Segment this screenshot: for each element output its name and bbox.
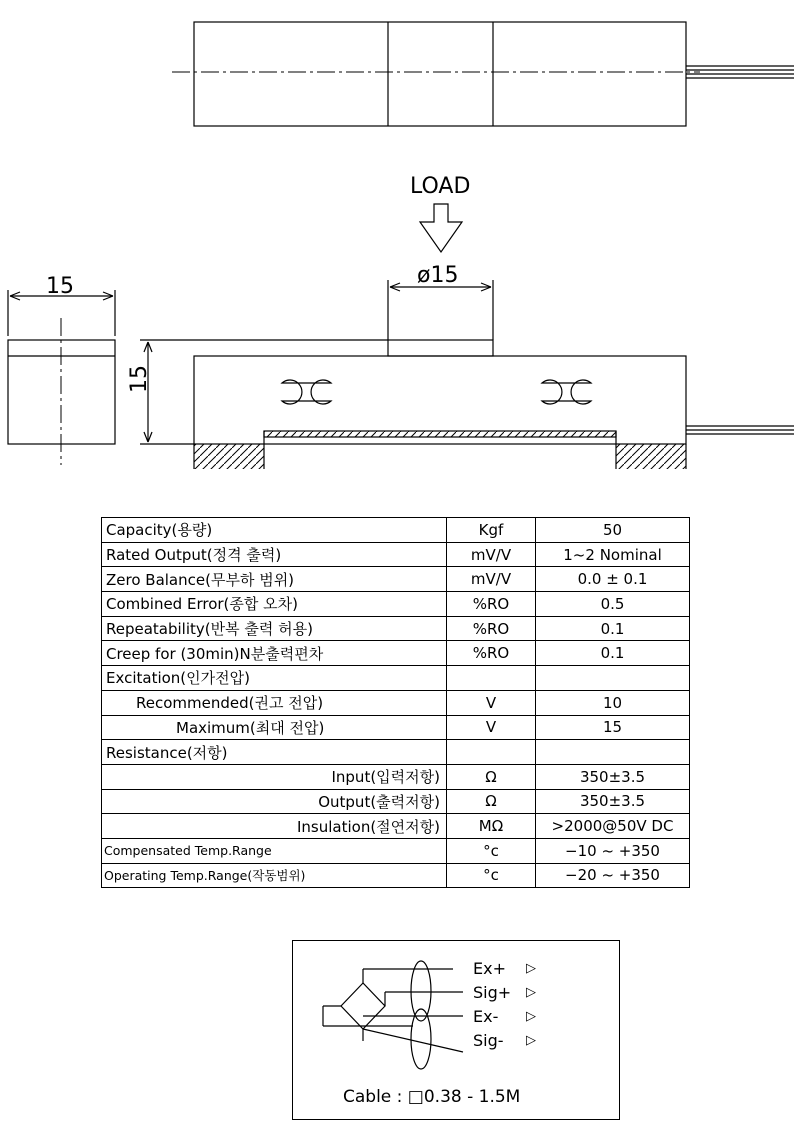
unit-cell: V <box>447 715 536 740</box>
value-cell: 0.0 ± 0.1 <box>536 567 690 592</box>
value-cell: 10 <box>536 690 690 715</box>
wire-arrow-icon: ▷ <box>526 961 536 976</box>
wire-label-ex-plus: Ex+ <box>473 959 506 978</box>
param-cell: Insulation(절연저항) <box>102 814 447 839</box>
value-cell <box>536 740 690 765</box>
wire-label-ex-minus: Ex- <box>473 1007 499 1026</box>
cable-label: Cable : □0.38 - 1.5M <box>343 1087 521 1107</box>
value-cell: 15 <box>536 715 690 740</box>
table-row <box>102 666 690 691</box>
unit-cell: °c <box>447 838 536 863</box>
unit-cell: %RO <box>447 641 536 666</box>
unit-cell: mV/V <box>447 542 536 567</box>
table-row <box>102 764 690 789</box>
param-cell: Excitation(인가전압) <box>102 666 447 691</box>
unit-cell: °c <box>447 863 536 888</box>
front-view <box>140 280 794 469</box>
param-cell: Resistance(저항) <box>102 740 447 765</box>
load-label: LOAD <box>410 174 471 199</box>
param-cell: Compensated Temp.Range <box>102 838 447 863</box>
param-cell: Recommended(권고 전압) <box>102 690 447 715</box>
table-row <box>102 641 690 666</box>
height-dim: 15 <box>127 365 152 393</box>
table-row <box>102 616 690 641</box>
side-view <box>8 290 115 465</box>
unit-cell: Ω <box>447 764 536 789</box>
param-cell: Combined Error(종합 오차) <box>102 592 447 617</box>
param-cell: Zero Balance(무부하 범위) <box>102 567 447 592</box>
wire-label-sig-plus: Sig+ <box>473 983 512 1002</box>
top-view <box>172 22 794 126</box>
value-cell: 0.1 <box>536 641 690 666</box>
param-cell: Output(출력저항) <box>102 789 447 814</box>
unit-cell <box>447 666 536 691</box>
table-row <box>102 740 690 765</box>
unit-cell: %RO <box>447 616 536 641</box>
param-cell: Creep for (30min)N분출력편차 <box>102 641 447 666</box>
unit-cell: Ω <box>447 789 536 814</box>
wire-arrow-icon: ▷ <box>526 1033 536 1048</box>
table-row <box>102 567 690 592</box>
value-cell: −20 ~ +350 <box>536 863 690 888</box>
value-cell: 0.1 <box>536 616 690 641</box>
value-cell: 50 <box>536 518 690 543</box>
value-cell: −10 ~ +350 <box>536 838 690 863</box>
unit-cell <box>447 740 536 765</box>
unit-cell: MΩ <box>447 814 536 839</box>
table-row <box>102 814 690 839</box>
table-row <box>102 518 690 543</box>
param-cell: Input(입력저항) <box>102 764 447 789</box>
wire-arrow-icon: ▷ <box>526 985 536 1000</box>
load-cell-drawing <box>0 0 794 510</box>
bridge-circuit <box>313 951 493 1081</box>
value-cell: >2000@50V DC <box>536 814 690 839</box>
wire-arrow-icon: ▷ <box>526 1009 536 1024</box>
param-cell: Rated Output(정격 출력) <box>102 542 447 567</box>
side-width-dim: 15 <box>46 274 74 299</box>
value-cell: 0.5 <box>536 592 690 617</box>
table-row <box>102 542 690 567</box>
table-row <box>102 592 690 617</box>
param-cell: Maximum(최대 전압) <box>102 715 447 740</box>
diameter-dim: ø15 <box>417 263 459 288</box>
value-cell <box>536 666 690 691</box>
table-row <box>102 838 690 863</box>
table-row <box>102 789 690 814</box>
unit-cell: V <box>447 690 536 715</box>
table-row <box>102 715 690 740</box>
unit-cell: %RO <box>447 592 536 617</box>
value-cell: 350±3.5 <box>536 789 690 814</box>
table-row <box>102 690 690 715</box>
param-cell: Repeatability(반복 출력 허용) <box>102 616 447 641</box>
load-arrow-icon <box>420 204 462 252</box>
param-cell: Capacity(용량) <box>102 518 447 543</box>
wiring-diagram <box>292 940 620 1120</box>
value-cell: 1~2 Nominal <box>536 542 690 567</box>
value-cell: 350±3.5 <box>536 764 690 789</box>
spec-table <box>101 517 690 888</box>
unit-cell: Kgf <box>447 518 536 543</box>
param-cell: Operating Temp.Range(작동범위) <box>102 863 447 888</box>
wire-label-sig-minus: Sig- <box>473 1031 504 1050</box>
table-row <box>102 863 690 888</box>
unit-cell: mV/V <box>447 567 536 592</box>
